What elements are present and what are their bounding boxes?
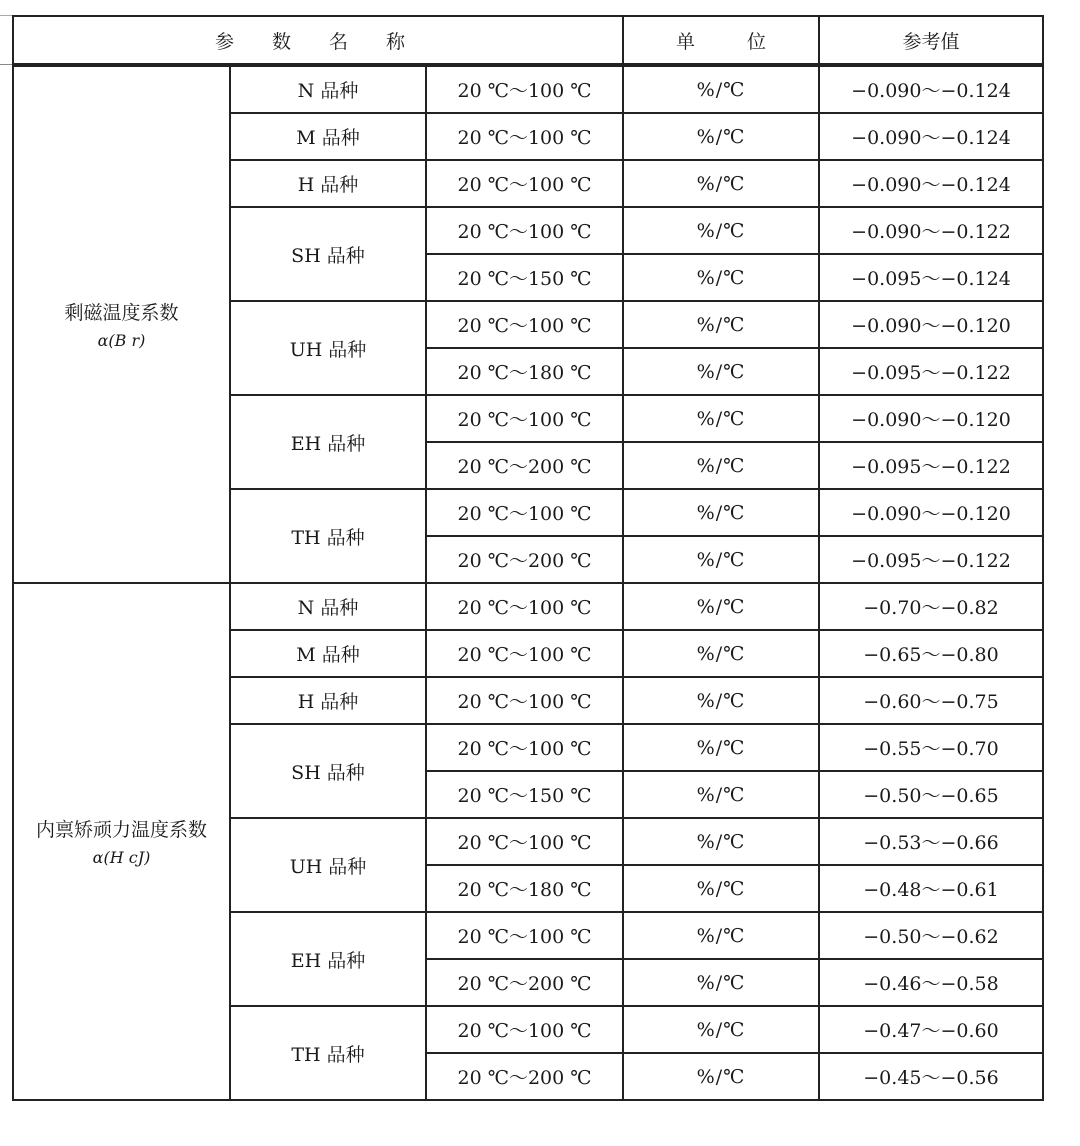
grade-cell: M 品种 — [230, 630, 426, 677]
temp-range-cell: 20 ℃～200 ℃ — [426, 442, 623, 489]
temp-range-cell: 20 ℃～100 ℃ — [426, 677, 623, 724]
grade-cell: UH 品种 — [230, 818, 426, 912]
unit-cell: %/℃ — [623, 395, 819, 442]
group-symbol: α(H cJ) — [92, 847, 151, 867]
group-symbol: α(B r) — [97, 330, 146, 350]
value-cell: −0.53～−0.66 — [819, 818, 1043, 865]
value-cell: −0.090～−0.120 — [819, 395, 1043, 442]
header-param-name: 参 数 名 称 — [13, 16, 623, 65]
unit-cell: %/℃ — [623, 630, 819, 677]
group-label-coercivity — [13, 583, 230, 1100]
value-cell: −0.70～−0.82 — [819, 583, 1043, 630]
unit-cell: %/℃ — [623, 254, 819, 301]
temp-range-cell: 20 ℃～100 ℃ — [426, 113, 623, 160]
temp-range-cell: 20 ℃～180 ℃ — [426, 865, 623, 912]
value-cell: −0.090～−0.124 — [819, 113, 1043, 160]
grade-cell: TH 品种 — [230, 489, 426, 583]
temp-range-cell: 20 ℃～150 ℃ — [426, 771, 623, 818]
value-cell: −0.47～−0.60 — [819, 1006, 1043, 1053]
unit-cell: %/℃ — [623, 818, 819, 865]
grade-cell: SH 品种 — [230, 724, 426, 818]
group-name: 剩磁温度系数 — [64, 301, 179, 324]
temp-range-cell: 20 ℃～180 ℃ — [426, 348, 623, 395]
value-cell: −0.095～−0.124 — [819, 254, 1043, 301]
header-row — [13, 16, 1043, 65]
unit-cell: %/℃ — [623, 959, 819, 1006]
temp-range-cell: 20 ℃～100 ℃ — [426, 207, 623, 254]
value-cell: −0.090～−0.124 — [819, 160, 1043, 207]
header-unit: 单 位 — [623, 16, 819, 65]
unit-cell: %/℃ — [623, 489, 819, 536]
group-label-remanence — [13, 65, 230, 583]
value-cell: −0.095～−0.122 — [819, 442, 1043, 489]
temp-range-cell: 20 ℃～100 ℃ — [426, 724, 623, 771]
unit-cell: %/℃ — [623, 677, 819, 724]
table-row — [13, 65, 1043, 113]
value-cell: −0.090～−0.120 — [819, 301, 1043, 348]
grade-cell: EH 品种 — [230, 912, 426, 1006]
value-cell: −0.50～−0.65 — [819, 771, 1043, 818]
unit-cell: %/℃ — [623, 1053, 819, 1100]
grade-cell: H 品种 — [230, 677, 426, 724]
temp-range-cell: 20 ℃～100 ℃ — [426, 818, 623, 865]
grade-cell: TH 品种 — [230, 1006, 426, 1100]
value-cell: −0.48～−0.61 — [819, 865, 1043, 912]
temp-range-cell: 20 ℃～100 ℃ — [426, 65, 623, 113]
unit-cell: %/℃ — [623, 536, 819, 583]
temp-range-cell: 20 ℃～150 ℃ — [426, 254, 623, 301]
temp-range-cell: 20 ℃～100 ℃ — [426, 395, 623, 442]
grade-cell: UH 品种 — [230, 301, 426, 395]
group-name: 内禀矫顽力温度系数 — [35, 818, 207, 841]
temp-range-cell: 20 ℃～100 ℃ — [426, 583, 623, 630]
value-cell: −0.55～−0.70 — [819, 724, 1043, 771]
temp-range-cell: 20 ℃～100 ℃ — [426, 630, 623, 677]
unit-cell: %/℃ — [623, 865, 819, 912]
temp-range-cell: 20 ℃～100 ℃ — [426, 489, 623, 536]
unit-cell: %/℃ — [623, 348, 819, 395]
temp-range-cell: 20 ℃～100 ℃ — [426, 912, 623, 959]
temp-range-cell: 20 ℃～200 ℃ — [426, 1053, 623, 1100]
unit-cell: %/℃ — [623, 771, 819, 818]
unit-cell: %/℃ — [623, 442, 819, 489]
unit-cell: %/℃ — [623, 301, 819, 348]
header-reference-value: 参考值 — [819, 16, 1043, 65]
unit-cell: %/℃ — [623, 1006, 819, 1053]
temp-range-cell: 20 ℃～100 ℃ — [426, 160, 623, 207]
value-cell: −0.65～−0.80 — [819, 630, 1043, 677]
value-cell: −0.090～−0.120 — [819, 489, 1043, 536]
parameter-table — [12, 15, 1044, 1101]
unit-cell: %/℃ — [623, 113, 819, 160]
temp-range-cell: 20 ℃～100 ℃ — [426, 301, 623, 348]
unit-cell: %/℃ — [623, 583, 819, 630]
grade-cell: SH 品种 — [230, 207, 426, 301]
unit-cell: %/℃ — [623, 912, 819, 959]
unit-cell: %/℃ — [623, 65, 819, 113]
value-cell: −0.090～−0.124 — [819, 65, 1043, 113]
unit-cell: %/℃ — [623, 207, 819, 254]
value-cell: −0.095～−0.122 — [819, 348, 1043, 395]
unit-cell: %/℃ — [623, 160, 819, 207]
table-row — [13, 583, 1043, 630]
temp-range-cell: 20 ℃～200 ℃ — [426, 959, 623, 1006]
unit-cell: %/℃ — [623, 724, 819, 771]
grade-cell: EH 品种 — [230, 395, 426, 489]
temp-range-cell: 20 ℃～200 ℃ — [426, 536, 623, 583]
value-cell: −0.095～−0.122 — [819, 536, 1043, 583]
temp-range-cell: 20 ℃～100 ℃ — [426, 1006, 623, 1053]
grade-cell: M 品种 — [230, 113, 426, 160]
grade-cell: N 品种 — [230, 583, 426, 630]
value-cell: −0.46～−0.58 — [819, 959, 1043, 1006]
value-cell: −0.090～−0.122 — [819, 207, 1043, 254]
grade-cell: N 品种 — [230, 65, 426, 113]
grade-cell: H 品种 — [230, 160, 426, 207]
value-cell: −0.60～−0.75 — [819, 677, 1043, 724]
value-cell: −0.50～−0.62 — [819, 912, 1043, 959]
value-cell: −0.45～−0.56 — [819, 1053, 1043, 1100]
